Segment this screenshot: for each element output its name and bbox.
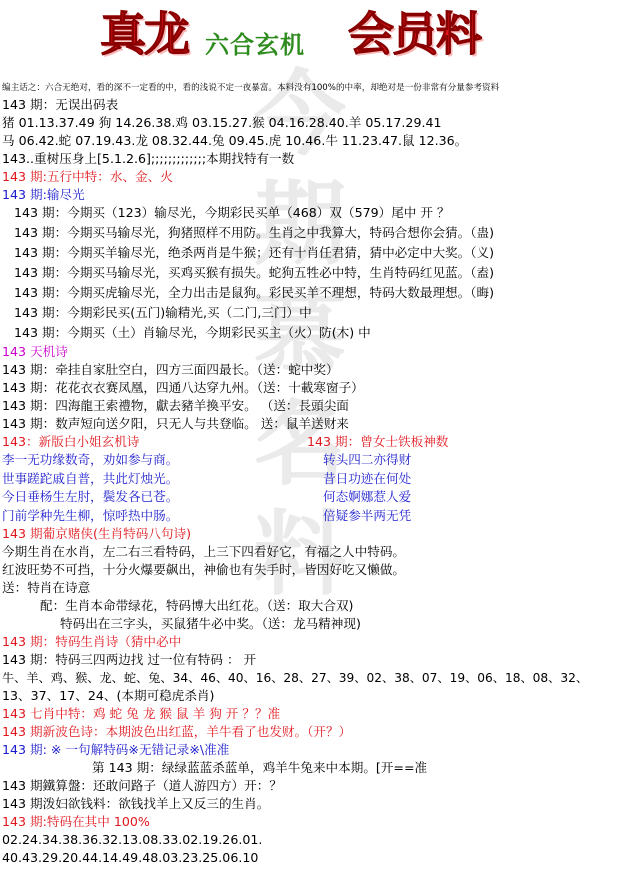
s10-line: 第 143 期：绿绿蓝蓝杀蓝单，鸡羊牛兔来中本期。[开==准 bbox=[92, 760, 428, 775]
s6-line-2: 红波旺势不可挡，十分火爆要飙出，神偷也有失手时，皆因好吃又懒做。 bbox=[2, 562, 405, 577]
s3-line-1: 143 期：今期买（123）输尽光，今期彩民买单（468）双（579）尾中 开 ？ bbox=[14, 205, 450, 220]
s7-line-1: 143 期：特码三四两边找 过一位有特码 ： 开 bbox=[2, 652, 257, 667]
title-left: 真龙 bbox=[100, 7, 188, 61]
s5-right-line: 转头四二亦得财 bbox=[323, 452, 412, 467]
s5-right-line: 昔日功迹在何处 bbox=[323, 470, 412, 486]
s5-right-poem bbox=[307, 451, 411, 525]
s6-line-1: 今期生肖在水肖，左二右三看特码，上三下四看好它，有福之人中特码。 bbox=[2, 544, 405, 559]
s13-row-1: 02.24.34.38.36.32.13.08.33.02.19.26.01. bbox=[2, 832, 263, 847]
header-banner bbox=[0, 0, 633, 78]
title-right: 会员料 bbox=[348, 7, 480, 61]
s5-left-poem bbox=[2, 451, 178, 525]
s13-title: 143 期:特码在其中 100% bbox=[2, 814, 150, 829]
s6-title: 143 期葡京赌侠(生肖特码八句诗) bbox=[2, 526, 191, 541]
s1-row2: 马 06.42.蛇 07.19.43.龙 08.32.44.兔 09.45.虎 10.46.牛 11.23.47.鼠 12.36。 bbox=[2, 133, 468, 148]
s5-right-line: 倍疑参半两无凭 bbox=[323, 507, 412, 523]
s4-line-2: 143 期：花花衣衣赛凤凰，四通八达穿九州。（送：十載寒窗子） bbox=[2, 380, 364, 395]
s3-line-7: 143 期：今期买（土）肖输尽光，今期彩民买主（火）防(木) 中 bbox=[14, 325, 371, 340]
s5-right-title: 143 期：曾女士铁板神数 bbox=[307, 434, 449, 449]
s7-line-3: 13、37、17、24、(本期可稳虎杀肖) bbox=[2, 688, 215, 703]
s1-row3: 143..重树压身上[5.1.2.6];;;;;;;;;;;;;本期找特有一数 bbox=[2, 151, 295, 166]
s3-line-5: 143 期：今期买虎输尽光，全力出击是鼠狗。彩民买羊不理想，特码大数最理想。（晦) bbox=[14, 285, 495, 300]
intro-text: 编主话之：六合无绝对，看的深不一定看的中，看的浅说不定一夜暴富。本料没有100%的中率，却绝对是一份非常有分量参考资料 bbox=[2, 83, 500, 93]
s8-qixiao: 143 七肖中特：鸡 蛇 兔 龙 猴 鼠 羊 狗 开 ？？准 bbox=[2, 706, 281, 721]
s3-line-6: 143 期：今期彩民买(五门)输精光,买（二门,三门）中 bbox=[14, 305, 312, 320]
s3-line-4: 143 期：今期买马输尽光，买鸡买猴有损失。蛇狗五牲必中特，生肖特码红见蓝。（盍) bbox=[14, 265, 495, 280]
s6-line-3: 送：特肖在诗意 bbox=[2, 580, 91, 595]
s4-line-1: 143 期：牵挂自家肚空白，四方三面四最长。（送：蛇中奖） bbox=[2, 362, 339, 377]
s4-line-3: 143 期：四海龍王索禮物，獻去豬羊換平安。 （送：長頭尖面 bbox=[2, 398, 349, 413]
s5-left-line: 门前学种先生柳，惊呼热中肠。 bbox=[2, 507, 179, 523]
s3-line-2: 143 期：今期买马输尽光，狗猪照样不用防。生肖之中我算大，特码合想你会猜。（蛊) bbox=[14, 225, 495, 240]
s2-wuxing: 143 期:五行中特：水、金、火 bbox=[2, 169, 173, 184]
s13-row-2: 40.43.29.20.44.14.49.48.03.23.25.06.10 bbox=[2, 850, 259, 865]
s10-title: 143 期: ※ 一句解特码※无错记录※\准准 bbox=[2, 742, 230, 757]
s1-row1: 猪 01.13.37.49 狗 14.26.38.鸡 03.15.27.猴 04.16.28.40.羊 05.17.29.41 bbox=[2, 115, 442, 130]
s6-extra-2: 特码出在三字头，买鼠猪牛必中奖。（送：龙马精神现) bbox=[60, 616, 361, 631]
s3-line-3: 143 期：今期买羊输尽光，绝杀两肖是牛猴；还有十肖任君猜，猜中必定中大奖。（义) bbox=[14, 245, 495, 260]
s5-left-line: 世事蹉跎戚自普，共此灯烛光。 bbox=[2, 470, 179, 486]
s5-left-line: 李一无功缘数奇，劝如参与商。 bbox=[2, 452, 179, 467]
s4-title: 143 天机诗 bbox=[2, 344, 68, 359]
s5-left-line: 今日垂杨生左肘，鬓发各已苍。 bbox=[2, 489, 179, 504]
s5-left-title: 143：新版白小姐玄机诗 bbox=[2, 434, 140, 449]
title-mid: 六合玄机 bbox=[205, 31, 305, 59]
background-watermark: 今期慕名料 bbox=[253, 61, 346, 608]
s11-tiesuanpan: 143 期鐵算盤：还敢问路子（道人游四方）开：？ bbox=[2, 778, 282, 793]
s9-bose: 143 期新波色诗：本期波色出红蓝，羊牛看了也发财。（开？） bbox=[2, 724, 352, 739]
s12-pofu: 143 期泼妇欲钱料：欲钱找羊上又反三的生肖。 bbox=[2, 796, 270, 811]
s5-right-line: 何态婀娜惹人爱 bbox=[323, 489, 412, 504]
s7-title: 143 期：特码生肖诗（猜中必中 bbox=[2, 634, 182, 649]
s1-title: 143 期：无误出码表 bbox=[2, 97, 119, 112]
s4-line-4: 143 期：数声短向送夕阳，只无人与共登临。 送：鼠羊送财来 bbox=[2, 416, 349, 431]
s6-extra-1: 配：生肖本命带绿花，特码博大出红花。（送：取大合双) bbox=[40, 598, 354, 613]
s3-title: 143 期:输尽光 bbox=[2, 187, 85, 202]
s7-line-2: 牛、羊、鸡、猴、龙、蛇、兔、34、46、40、16、28、27、39、02、38、07、19、06、18、08、32、 bbox=[2, 671, 589, 685]
